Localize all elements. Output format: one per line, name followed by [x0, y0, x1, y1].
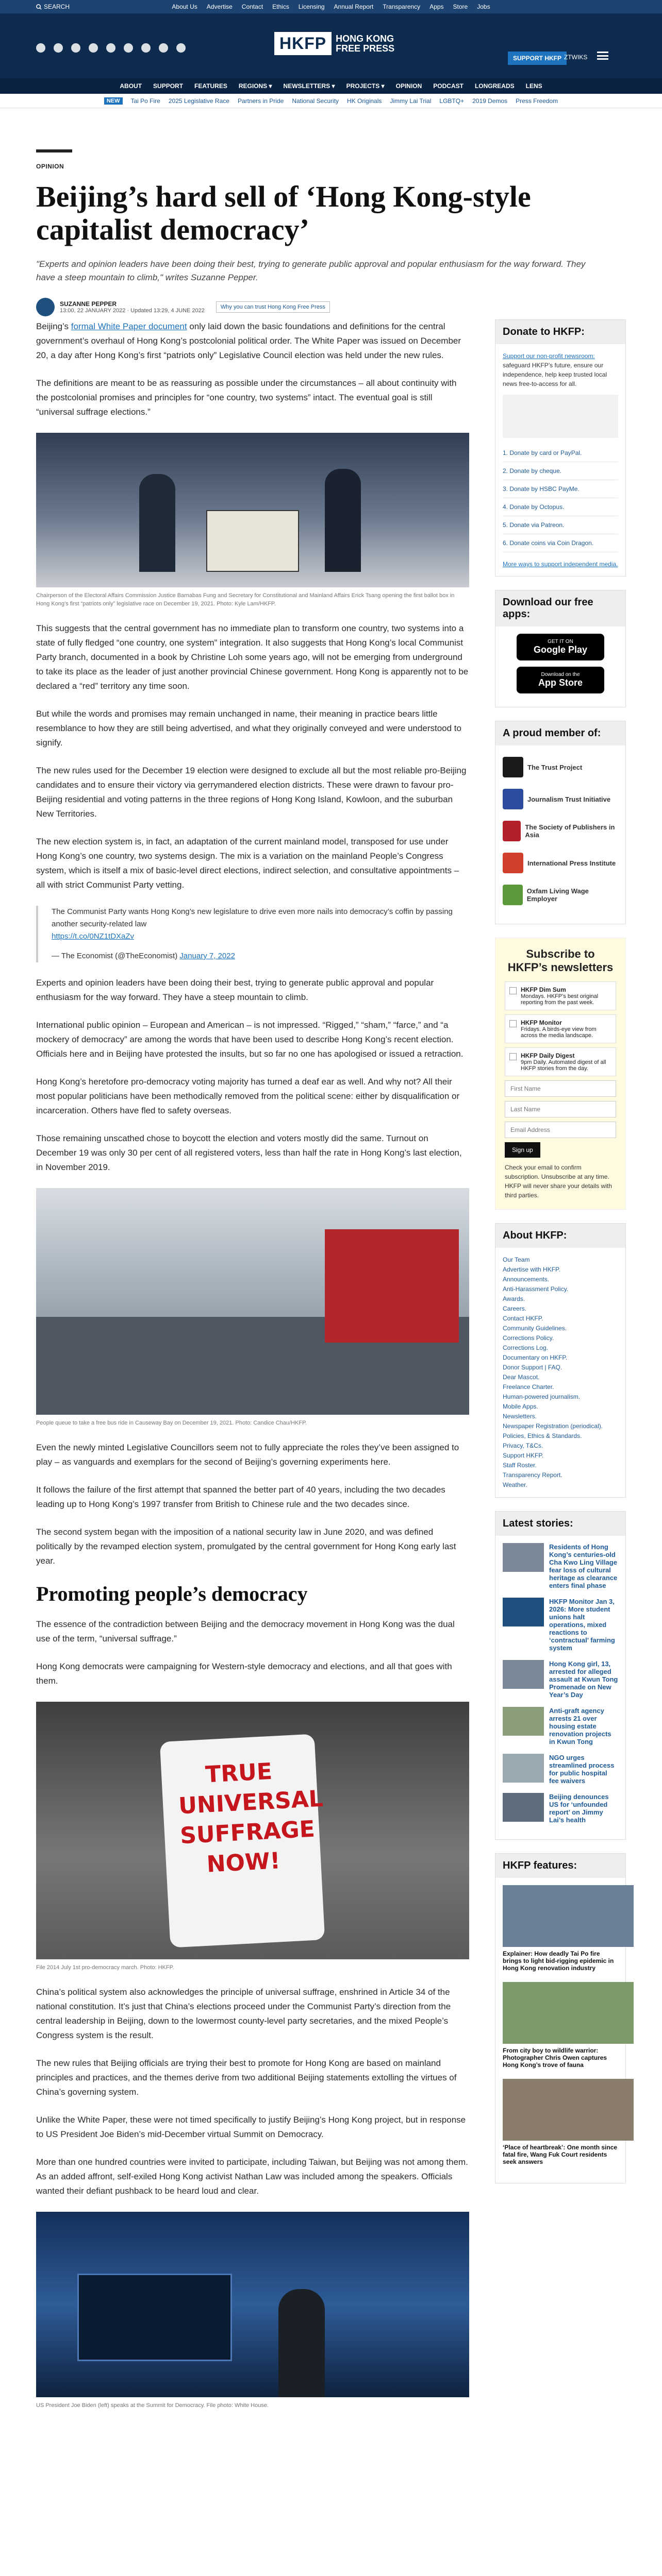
paragraph: It follows the failure of the first attempt that spanned the better part of 40 years, including the two decades leading up to Hong Kong’s 1997 transfer from British to Chinese rule and the two decades since. — [36, 1485, 445, 1509]
jti-icon — [503, 789, 523, 809]
paragraph: But while the words and promises may remain unchanged in name, their meaning in practice bears little resemblance to how they are still being advertised, and what they originally conveyed and were understood to signify. — [36, 709, 461, 748]
story-thumbnail — [503, 1543, 544, 1572]
about-link[interactable]: Advertise with HKFP. — [503, 1266, 560, 1273]
site-header — [0, 13, 662, 78]
paragraph: The new rules that Beijing officials are trying their best to promote for Hong Kong are based on mainland principles and practices, and the themes derive from two additional Beijing statements extolling the virtues of China’s governing system. — [36, 2058, 457, 2097]
member-logo[interactable]: The Trust Project — [503, 757, 618, 777]
topbar-link[interactable]: Licensing — [298, 3, 325, 10]
trending-link[interactable]: Jimmy Lai Trial — [390, 97, 432, 105]
about-link[interactable]: Newspaper Registration (periodical). — [503, 1422, 603, 1430]
about-link[interactable]: Awards. — [503, 1295, 525, 1302]
main-nav — [0, 78, 662, 94]
paragraph: This suggests that the central government has no immediate plan to transform one country, two systems into a state of fully fledged “one country, one system” integration. It also suggests that Hong Kong’s local Communist Party branch, documented in a book by Christine Loh some years ago, will not be emerging from underground to take its place as the leader of just another provincial Chinese government. Hong Kong is apparently not to be declared a “red” territory any time soon. — [36, 623, 469, 691]
logo-line-1: HONG KONG — [336, 33, 394, 44]
topbar-link[interactable]: Advertise — [206, 3, 233, 10]
social-links — [36, 43, 186, 53]
about-link[interactable]: Human-powered journalism. — [503, 1393, 581, 1400]
about-link[interactable]: Announcements. — [503, 1276, 550, 1283]
about-link[interactable]: Contact HKFP. — [503, 1315, 543, 1322]
more-ways-link[interactable]: More ways to support independent media. — [503, 561, 618, 568]
donate-option[interactable]: 6. Donate coins via Coin Dragon. — [503, 534, 618, 552]
appstore-big-text: App Store — [538, 677, 583, 688]
latest-title: Latest stories: — [495, 1512, 625, 1536]
nav-item[interactable]: ABOUT — [120, 82, 142, 90]
topbar-link[interactable]: Jobs — [477, 3, 490, 10]
article-dates: 13:00, 22 JANUARY 2022 · Updated 13:29, 4 JUNE 2022 — [60, 308, 205, 314]
author-name[interactable]: SUZANNE PEPPER — [60, 300, 117, 308]
features-title: HKFP features: — [495, 1854, 625, 1878]
hamburger-menu-icon[interactable] — [597, 52, 608, 60]
member-logo[interactable]: The Society of Publishers in Asia — [503, 821, 618, 841]
trust-project-icon — [503, 757, 523, 777]
paragraph: The new rules used for the December 19 election were designed to exclude all but the most reliable pro-Beijing candidates and to ensure their victory via gerrymandered election districts. These were drawn to favour pro-Beijing residential and voting patterns in the three regions of Hong Kong Island, Kowloon, and the suburban New Territories. — [36, 766, 467, 819]
trending-link[interactable]: National Security — [292, 97, 339, 105]
story-thumbnail — [503, 1598, 544, 1626]
gplay-big-text: Google Play — [533, 645, 588, 655]
story-thumbnail — [503, 1754, 544, 1783]
newsletter-widget — [495, 938, 626, 1210]
ballot-box-photo — [36, 433, 469, 587]
paragraph: International public opinion – European and American – is not impressed. “Rigged,” “sham,” “farce,” and “a mockery of democracy” are among the words that have been used to describe Hong Kong’s recent election. Officials here and in Beijing have protested the insults, but so far no one has apologised or issued a retraction. — [36, 1020, 464, 1059]
threads-icon[interactable] — [124, 43, 133, 53]
nav-item[interactable]: SUPPORT — [153, 82, 184, 90]
nav-item[interactable]: PROJECTS ▾ — [346, 82, 385, 90]
member-logo[interactable]: International Press Institute — [503, 853, 618, 873]
feature-image[interactable] — [503, 1885, 634, 1947]
youtube-icon[interactable] — [89, 43, 98, 53]
search-label: SEARCH — [44, 3, 70, 10]
linkedin-icon[interactable] — [106, 43, 115, 53]
top-utility-bar — [0, 0, 662, 13]
author-avatar — [36, 298, 55, 316]
about-link[interactable]: Privacy, T&Cs. — [503, 1442, 543, 1449]
latest-story[interactable]: Residents of Hong Kong’s centuries-old Cha Kwo Ling Village fear loss of cultural heritage as clearance enters final phase — [503, 1543, 618, 1589]
topbar-link[interactable]: Ethics — [272, 3, 289, 10]
oxfam-icon — [503, 885, 523, 905]
about-link[interactable]: Transparency Report. — [503, 1471, 562, 1479]
title-rule — [36, 149, 72, 152]
paragraph: The second system began with the imposition of a national security law in June 2020, and was defined politically by the revamped election system, promulgated by the central government for Hong Kong early last year. — [36, 1527, 456, 1566]
appstore-small-text: Download on the — [541, 672, 580, 677]
about-link[interactable]: Community Guidelines. — [503, 1325, 567, 1332]
embedded-tweet — [36, 906, 469, 962]
newsletter-option[interactable]: HKFP Daily Digest 9pm Daily. Automated digest of all HKFP stories from the day. — [505, 1047, 616, 1076]
donate-support-link[interactable]: Support our non-profit newsroom: — [503, 352, 595, 360]
about-link[interactable]: Weather. — [503, 1481, 527, 1488]
donate-title: Donate to HKFP: — [495, 320, 625, 344]
gplay-small-text: GET IT ON — [548, 639, 573, 645]
nav-item[interactable]: OPINION — [395, 82, 422, 90]
donate-option[interactable]: 3. Donate by HSBC PayMe. — [503, 480, 618, 498]
bus-queue-photo — [36, 1188, 469, 1415]
article-container — [36, 108, 626, 2409]
feature-caption[interactable]: From city boy to wildlife warrior: Photographer Chris Owen captures Hong Kong’s trove of fauna — [503, 2047, 607, 2069]
paragraph: Those remaining unscathed chose to boycott the election and voters mostly did the same. Turnout on December 19 was only 30 per cent of all registered voters, less than half the rate in Hong Kong’s last election, in November 2019. — [36, 1133, 462, 1172]
topbar-link[interactable]: Store — [453, 3, 468, 10]
latest-story[interactable]: NGO urges streamlined process for public hospital fee waivers — [503, 1754, 618, 1785]
article-standfirst: "Experts and opinion leaders have been doing their best, trying to generate public approval and popular enthusiasm for the way forward. They have a steep mountain to climb," writes Suzanne Pepper. — [36, 259, 586, 282]
byline — [36, 298, 626, 316]
topbar-link[interactable]: Annual Report — [334, 3, 374, 10]
features-widget — [495, 1853, 626, 2183]
protest-sign: TRUE UNIVERSAL SUFFRAGE NOW! — [160, 1734, 325, 1947]
paragraph: The new election system is, in fact, an adaptation of the current mainland model, transposed for use under Hong Kong’s one country, two systems design. The mix is a variation on the mainland People’s Congress system, which is itself a mix of basic-level direct elections, indirect selection, and consultative appointments – all with strict Communist Party vetting. — [36, 837, 459, 890]
tweet-link[interactable]: https://t.co/0NZ1tDXaZv — [52, 932, 135, 941]
google-play-button[interactable] — [517, 634, 604, 660]
paragraph: The essence of the contradiction between Beijing and the democracy movement in Hong Kong was the dual use of the term, “universal suffrage.” — [36, 1619, 455, 1643]
about-link[interactable]: Dear Mascot. — [503, 1374, 540, 1381]
person-left-shape — [139, 474, 175, 572]
story-thumbnail — [503, 1793, 544, 1822]
facebook-icon[interactable] — [36, 43, 45, 53]
story-thumbnail — [503, 1707, 544, 1736]
trending-link[interactable]: Tai Po Fire — [130, 97, 160, 105]
signup-button[interactable]: Sign up — [505, 1142, 540, 1158]
section-heading: Promoting people’s democracy — [36, 1582, 308, 1605]
protest-photo — [36, 1702, 469, 1959]
tweet-text: The Communist Party wants Hong Kong’s new legislature to drive even more nails into democracy’s coffin by passing another security-related law — [52, 907, 453, 928]
topbar-link[interactable]: Apps — [429, 3, 444, 10]
newsletter-option[interactable]: HKFP Monitor Fridays. A birds-eye view from across the media landscape. — [505, 1014, 616, 1043]
about-link[interactable]: Newsletters. — [503, 1413, 537, 1420]
about-link[interactable]: Corrections Policy. — [503, 1334, 554, 1342]
nav-item[interactable]: LENS — [525, 82, 542, 90]
donate-option[interactable]: 5. Donate via Patreon. — [503, 516, 618, 534]
trending-link[interactable]: HK Originals — [347, 97, 382, 105]
latest-story[interactable]: Beijing denounces US for ‘unfounded report’ on Jimmy Lai’s health — [503, 1793, 618, 1824]
trending-link[interactable]: LGBTQ+ — [439, 97, 465, 105]
donate-form[interactable] — [503, 395, 618, 438]
logo-line-2: FREE PRESS — [336, 43, 395, 54]
photo-caption: US President Joe Biden (left) speaks at the Summit for Democracy. File photo: White House. — [36, 2402, 269, 2409]
trending-nav — [0, 94, 662, 108]
email-input[interactable] — [505, 1122, 616, 1138]
app-store-button[interactable] — [517, 667, 604, 693]
photo-caption: Chairperson of the Electoral Affairs Commission Justice Barnabas Fung and Secretary for Constitutional and Mainland Affairs Erick Tsang opening the first ballot box in Hong Kong’s first “patriots only” legislative race on December 19, 2021. Photo: Kyle Lam/HKFP. — [36, 592, 455, 607]
photo-caption: File 2014 July 1st pro-democracy march. Photo: HKFP. — [36, 1964, 174, 1971]
site-logo[interactable] — [274, 32, 394, 55]
feature-caption[interactable]: Explainer: How deadly Tai Po fire brings to light bid-rigging epidemic in Hong Kong renovation industry — [503, 1950, 614, 1972]
paragraph: The definitions are meant to be as reassuring as possible under the circumstances – all about continuity with the postcolonial promises and principles for “one country, two systems” intact. The eventual goal is still “universal suffrage elections.” — [36, 378, 457, 417]
about-link[interactable]: Our Team — [503, 1256, 530, 1263]
member-logo[interactable]: Journalism Trust Initiative — [503, 789, 618, 809]
article-category[interactable]: OPINION — [36, 163, 64, 170]
latest-story[interactable]: HKFP Monitor Jan 3, 2026: More student unions halt operations, mixed reactions to ‘contractual’ farming system — [503, 1598, 618, 1652]
tweet-source: — The Economist (@TheEconomist) — [52, 952, 180, 960]
summit-photo — [36, 2212, 469, 2397]
topbar-link[interactable]: Contact — [241, 3, 263, 10]
members-title: A proud member of: — [495, 721, 625, 745]
logo-words — [336, 34, 394, 54]
apps-widget — [495, 590, 626, 707]
about-link[interactable]: Documentary on HKFP. — [503, 1354, 568, 1361]
rss-icon[interactable] — [141, 43, 151, 53]
trending-link[interactable]: Press Freedom — [516, 97, 558, 105]
newsletter-option[interactable]: HKFP Dim Sum Mondays. HKFP’s best original reporting from the past week. — [505, 981, 616, 1010]
newsletter-note: Check your email to confirm subscription. Unsubscribe at any time. HKFP will never share your details with third parties. — [505, 1164, 612, 1199]
last-name-input[interactable] — [505, 1101, 616, 1117]
trust-button[interactable]: Why you can trust Hong Kong Free Press — [216, 301, 330, 313]
paragraph: Experts and opinion leaders have been doing their best, trying to generate public approval and popular enthusiasm for the way forward. They have a steep mountain to climb. — [36, 978, 434, 1002]
sidebar — [495, 319, 626, 2197]
article-title: Beijing’s hard sell of ‘Hong Kong-style capitalist democracy’ — [36, 180, 531, 246]
white-paper-link[interactable]: formal White Paper document — [71, 321, 187, 331]
bluesky-icon[interactable] — [176, 43, 186, 53]
paragraph: More than one hundred countries were invited to participate, including Taiwan, but Beijing was not among them. As an added affront, self-exiled Hong Kong activist Nathan Law was included among the speakers. Officials wanted their defiant pushback to be heard loud and clear. — [36, 2157, 468, 2196]
tweet-date-link[interactable]: January 7, 2022 — [179, 952, 235, 960]
twitter-icon[interactable] — [54, 43, 63, 53]
speaker-shape — [278, 2289, 325, 2397]
newsletter-title: Subscribe to HKFP’s newsletters — [507, 947, 614, 974]
paragraph: Hong Kong democrats were campaigning for Western-style democracy and elections, and all that goes with them. — [36, 1662, 452, 1686]
feature-image[interactable] — [503, 2079, 634, 2141]
about-link[interactable]: Anti-Harassment Policy. — [503, 1285, 569, 1293]
paragraph: Beijing’s formal White Paper document only laid down the basic foundations and definitions for the central government’s overhaul of Hong Kong’s postcolonial political order. The White Paper was issued on December 20, a day after Hong Kong’s first “patriots only” Legislative Council election was held under the new rules. — [36, 321, 461, 360]
nav-item[interactable]: PODCAST — [433, 82, 464, 90]
about-link[interactable]: Donor Support | FAQ. — [503, 1364, 562, 1371]
paragraph: Unlike the White Paper, these were not timed specifically to justify Beijing’s Hong Kong project, but in response to US President Joe Biden’s mid-December virtual Summit on Democracy. — [36, 2115, 466, 2139]
topbar-link[interactable]: About Us — [172, 3, 197, 10]
search-icon — [36, 4, 42, 10]
donate-text: safeguard HKFP’s future, ensure our independence, help keep trusted local news free-to-access for all. — [503, 362, 607, 387]
about-link[interactable]: Staff Roster. — [503, 1462, 537, 1469]
feature-caption[interactable]: ‘Place of heartbreak’: One month since fatal fire, Wang Fuk Court residents seek answers — [503, 2144, 618, 2165]
about-link[interactable]: Support HKFP. — [503, 1452, 544, 1459]
paragraph: Hong Kong’s heretofore pro-democracy voting majority has turned a deaf ear as well. And why not? All their most popular politicians have been methodically removed from the political scene: either by disqualification or incarceration. Others have fled to safety overseas. — [36, 1077, 460, 1115]
about-link[interactable]: Policies, Ethics & Standards. — [503, 1432, 582, 1439]
instagram-icon[interactable] — [71, 43, 80, 53]
search-button[interactable] — [36, 3, 70, 10]
nav-item[interactable]: REGIONS ▾ — [238, 82, 272, 90]
photo-caption: People queue to take a free bus ride in Causeway Bay on December 19, 2021. Photo: Candice Chau/HKFP. — [36, 1420, 307, 1426]
about-widget — [495, 1223, 626, 1498]
topbar-link[interactable]: Transparency — [383, 3, 421, 10]
trending-link[interactable]: 2019 Demos — [472, 97, 508, 105]
about-link[interactable]: Corrections Log. — [503, 1344, 549, 1351]
bus-shape — [325, 1229, 459, 1343]
feature-image[interactable] — [503, 1982, 634, 2044]
story-thumbnail — [503, 1660, 544, 1689]
logo-box: HKFP — [274, 32, 332, 55]
language-toggle[interactable]: ZTWIKS — [564, 54, 588, 61]
new-badge: NEW — [104, 97, 123, 105]
trending-link[interactable]: 2025 Legislative Race — [168, 97, 229, 105]
nav-item[interactable]: LONGREADS — [474, 82, 515, 90]
nav-item[interactable]: NEWSLETTERS ▾ — [283, 82, 335, 90]
paragraph: China’s political system also acknowledges the principle of universal suffrage, enshrined in Article 34 of the national constitution. It’s just that China’s elections proceed under the Communist Party’s direction from the central leadership in Beijing, down to the lowermost county-level party secretaries, and the mixed People’s Congress system is the result. — [36, 1987, 451, 2040]
about-link[interactable]: Mobile Apps. — [503, 1403, 538, 1410]
donate-options — [503, 444, 618, 552]
apps-title: Download our free apps: — [495, 590, 625, 626]
trending-link[interactable]: Partners in Pride — [237, 97, 284, 105]
about-title: About HKFP: — [495, 1224, 625, 1248]
mastodon-icon[interactable] — [159, 43, 168, 53]
donate-widget — [495, 319, 626, 577]
article-body — [36, 319, 469, 2423]
sopa-icon — [503, 821, 521, 841]
latest-story[interactable]: Hong Kong girl, 13, arrested for alleged assault at Kwun Tong Promenade on New Year’s Day — [503, 1660, 618, 1699]
donate-option[interactable]: 1. Donate by card or PayPal. — [503, 444, 618, 462]
ballot-box-shape — [206, 510, 299, 572]
person-right-shape — [325, 469, 361, 572]
about-link[interactable]: Careers. — [503, 1305, 527, 1312]
donate-option[interactable]: 2. Donate by cheque. — [503, 462, 618, 480]
latest-widget — [495, 1511, 626, 1840]
ipi-icon — [503, 853, 523, 873]
first-name-input[interactable] — [505, 1080, 616, 1097]
nav-item[interactable]: FEATURES — [194, 82, 227, 90]
support-hkfp-button[interactable]: SUPPORT HKFP — [508, 52, 567, 65]
members-widget — [495, 721, 626, 924]
screen-shape — [77, 2274, 232, 2361]
donate-option[interactable]: 4. Donate by Octopus. — [503, 498, 618, 516]
latest-story[interactable]: Anti-graft agency arrests 21 over housing estate renovation projects in Kwun Tong — [503, 1707, 618, 1745]
paragraph: Even the newly minted Legislative Councillors seem not to fully appreciate the roles they’ve been assigned to play – as vanguards and exemplars for the second of Beijing’s governing experiments here. — [36, 1443, 459, 1467]
about-list — [503, 1255, 618, 1490]
member-logo[interactable]: Oxfam Living Wage Employer — [503, 885, 618, 905]
about-link[interactable]: Freelance Charter. — [503, 1383, 554, 1391]
